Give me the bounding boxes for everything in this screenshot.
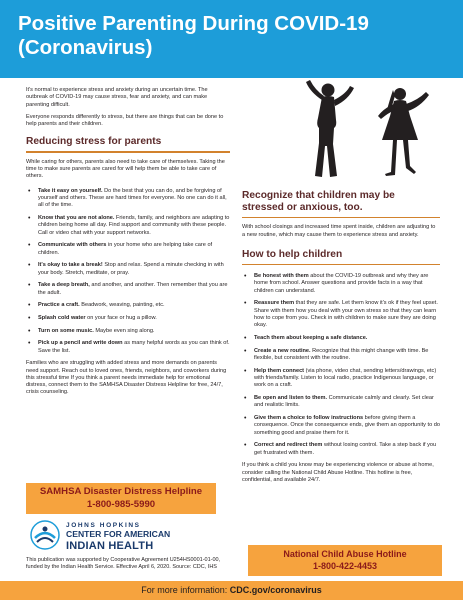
section-heading-help-children: How to help children (242, 248, 343, 260)
section-divider (26, 151, 230, 152)
page-title (18, 12, 438, 60)
list-item: • Teach them about keeping a safe distance. (242, 335, 440, 342)
list-item: • Create a new routine. Recognize that this might change with time. Be flexible, but consistent with the routine. (242, 348, 440, 363)
title-line-1: Positive Parenting During COVID-19 (18, 12, 369, 35)
logo-line-2: CENTER FOR AMERICAN (66, 529, 171, 539)
header-banner (0, 0, 463, 78)
section-divider (242, 217, 440, 218)
list-item: • Know that you are not alone. Friends, family, and neighbors are adapting to children being home all day. Find support and community with these people. Call or video chat with your support networks. (26, 215, 230, 237)
list-item: • Communicate with others in your home who are helping take care of children. (26, 242, 230, 257)
list-item: • Help them connect (via phone, video chat, sending letters/drawings, etc) with friends/family. Listen to local radio, practice Indigenous language, or work on a craft. (242, 368, 440, 390)
right-column (242, 190, 440, 489)
intro-paragraph-1: It's normal to experience stress and anxiety during an uncertain time. The outbreak of COVID-19 may cause stress, fear and anxiety, and can make parenting difficult. (26, 87, 208, 108)
list-item: • Pick up a pencil and write down as many helpful words as you can think of. Save the list. (26, 340, 230, 355)
funding-statement: This publication was supported by Cooperative Agreement U254HS0001-01-00, funded by the Indian Health Service. Effective April 6, 2020. Source: CDC, IHS (26, 557, 221, 570)
help-closing: If you think a child you know may be experiencing violence or abuse at home, consider calling the National Child Abuse Hotline. This hotline is free, confidential, and available 24/7. (242, 462, 434, 483)
list-item: • Be open and listen to them. Communicate calmly and clearly. Set clear and realistic limits. (242, 395, 440, 410)
child-tips-list (242, 273, 440, 457)
recognize-text: With school closings and increased time spent inside, children are adjusting to a new routine, which may cause them to experience stress and anxiety. (242, 224, 436, 238)
footer-prefix: For more information: (141, 585, 230, 595)
list-item: • Correct and redirect them without losing control. Take a step back if you get frustrated with them. (242, 442, 440, 457)
stress-intro: While caring for others, parents also need to take care of themselves. Taking the time to make sure parents are cared for will help them be able to take care of others. (26, 158, 225, 180)
child-hotline-number[interactable]: 1-800-422-4453 (312, 561, 378, 571)
list-item: • Take it easy on yourself. Do the best that you can do, and be forgiving of yourself and others. These are hard times for everyone. No one can do it all, all of the time. (26, 188, 230, 210)
parent-tips-list (26, 188, 230, 355)
list-item: • Splash cold water on your face or hug a pillow. (26, 315, 230, 322)
footer-banner (0, 581, 463, 600)
list-item: • It's okay to take a break! Stop and relax. Spend a minute checking in with your body. Stretch, meditate, or pray. (26, 262, 230, 277)
section-divider (242, 264, 440, 265)
samhsa-hotline-box (26, 483, 216, 514)
logo-line-3: INDIAN HEALTH (66, 539, 154, 552)
section-heading-recognize: Recognize that children may be stressed or anxious, too. (242, 190, 395, 213)
list-item: • Reassure them that they are safe. Let them know it's ok if they feel upset. Share with them how you deal with your own stress so that they can learn how to cope from you. Check in with children to make sure they are doing okay. (242, 300, 440, 329)
logo-line-1: JOHNS HOPKINS (66, 522, 141, 529)
samhsa-hotline-name: SAMHSA Disaster Distress Helpline (39, 486, 203, 497)
child-abuse-hotline-box (248, 545, 442, 576)
left-column (26, 87, 230, 402)
stress-closing: Families who are struggling with added stress and more demands on parents need support. Reach out to loved ones, friends, neighbors, and coworkers during this stressful time If you think a parent needs immediate help for emotional distress, connect them to the SAMHSA Disaster Distress Helpline for free, 24/7, crisis counseling. (26, 360, 227, 396)
footer-link[interactable]: CDC.gov/coronavirus (229, 585, 322, 595)
list-item: • Practice a craft. Beadwork, weaving, painting, etc. (26, 302, 230, 309)
child-hotline-name: National Child Abuse Hotline (283, 549, 407, 559)
list-item: • Take a deep breath, and another, and another. Then remember that you are the adult. (26, 282, 230, 297)
children-silhouette-illustration (300, 80, 440, 180)
boy-silhouette (306, 80, 354, 177)
list-item: • Turn on some music. Maybe even sing along. (26, 328, 230, 335)
seal-icon (30, 520, 60, 550)
list-item: • Give them a choice to follow instructions before giving them a consequence. Once the consequence ends, give them an opportunity to do something good and praise them for it. (242, 415, 440, 437)
logo-wordmark (66, 522, 170, 552)
title-line-2: (Coronavirus) (18, 36, 153, 59)
girl-silhouette (378, 88, 429, 176)
section-heading-reducing-stress: Reducing stress for parents (26, 136, 162, 148)
list-item: • Be honest with them about the COVID-19 outbreak and why they are home from school. Answer questions and provide facts in a way that children can understand. (242, 273, 440, 295)
jhu-center-logo (30, 520, 230, 554)
intro-paragraph-2: Everyone responds differently to stress, but there are things that can be done to help parents and their children. (26, 113, 224, 128)
samhsa-hotline-number[interactable]: 1-800-985-5990 (86, 499, 156, 510)
